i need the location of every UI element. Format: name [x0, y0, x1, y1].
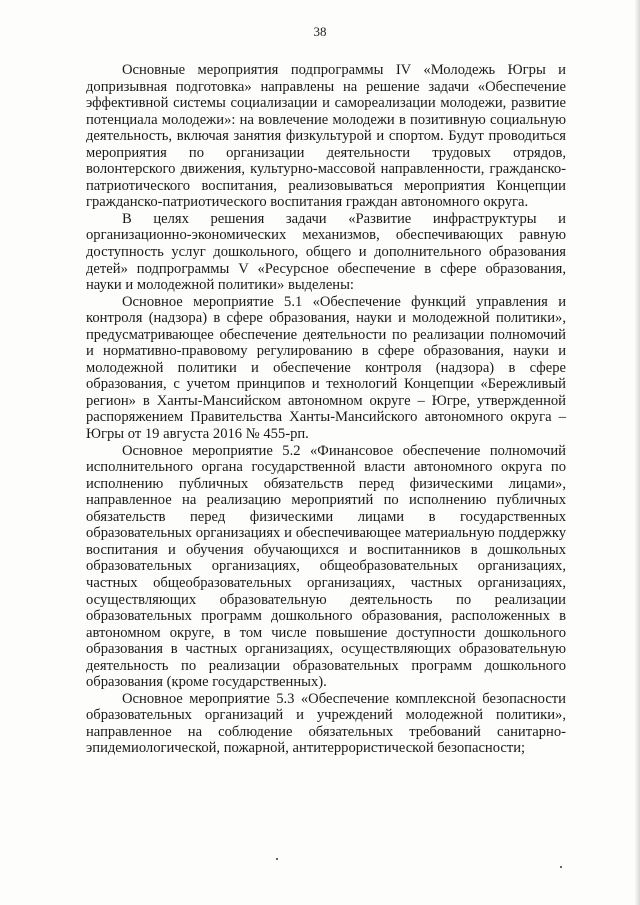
paragraph-subprogram-iv: Основные мероприятия подпрограммы IV «Молодежь Югры и допризывная подготовка» направлены на решение задачи «Обеспечение эффективной системы социализации и самореализации молодежи, развитие потенциала молодежи»: на вовлечение молодежи в позитивную социальную деятельность, включая занятия физкультурой и спортом. Будут проводиться мероприятия по организации деятельности трудовых отрядов, волонтерского движения, культурно-массовой направленности, гражданско-патриотического воспитания, реализовываться мероприятия Концепции гражданско-патриотического воспитания граждан автономного округа.	[86, 62, 566, 211]
paragraph-measure-5-1: Основное мероприятие 5.1 «Обеспечение функций управления и контроля (надзора) в сфере образования, науки и молодежной политики», предусматривающее обеспечение деятельности по реализации полномочий и нормативно-правовому регулированию в сфере образования, науки и молодежной политики и обеспечение контроля (надзора) в сфере образования, с учетом принципов и технологий Концепции «Бережливый регион» в Ханты-Мансийском автономном округе – Югре, утвержденной распоряжением Правительства Ханты-Мансийского автономного округа – Югры от 19 августа 2016 № 455-рп.	[86, 293, 566, 443]
paragraph-measure-5-3: Основное мероприятие 5.3 «Обеспечение комплексной безопасности образовательных организаций и учреждений молодежной политики», направленное на соблюдение обязательных требований санитарно-эпидемиологической, пожарной, антитеррористической безопасности;	[86, 690, 566, 757]
scan-speck	[276, 858, 278, 860]
paragraph-measure-5-2: Основное мероприятие 5.2 «Финансовое обеспечение полномочий исполнительного органа государственной власти автономного округа по исполнению публичных обязательств перед физическими лицами», направленное на реализацию мероприятий по исполнению публичных обязательств перед физическими лицами в государственных образовательных организациях и обеспечивающее материальную поддержку воспитания и обучения обучающихся и воспитанников в дошкольных образовательных организациях, общеобразовательных организациях, частных общеобразовательных организациях, частных организациях, осуществляющих образовательную деятельность по реализации образовательных программ дошкольного образования, расположенных в автономном округе, в том числе повышение доступности дошкольного образования в частных организациях, осуществляющих образовательную деятельность по реализации образовательных программ дошкольного образования (кроме государственных).	[86, 442, 566, 691]
page-number: 38	[313, 24, 327, 39]
document-body	[86, 62, 566, 757]
paragraph-subprogram-v-intro: В целях решения задачи «Развитие инфраструктуры и организационно-экономических механизмов, обеспечивающих равную доступность услуг дошкольного, общего и дополнительного образования детей» подпрограммы V «Ресурсное обеспечение в сфере образования, науки и молодежной политики» выделены:	[86, 210, 566, 294]
scan-speck	[560, 866, 562, 868]
page-edge-shadow	[634, 0, 640, 905]
